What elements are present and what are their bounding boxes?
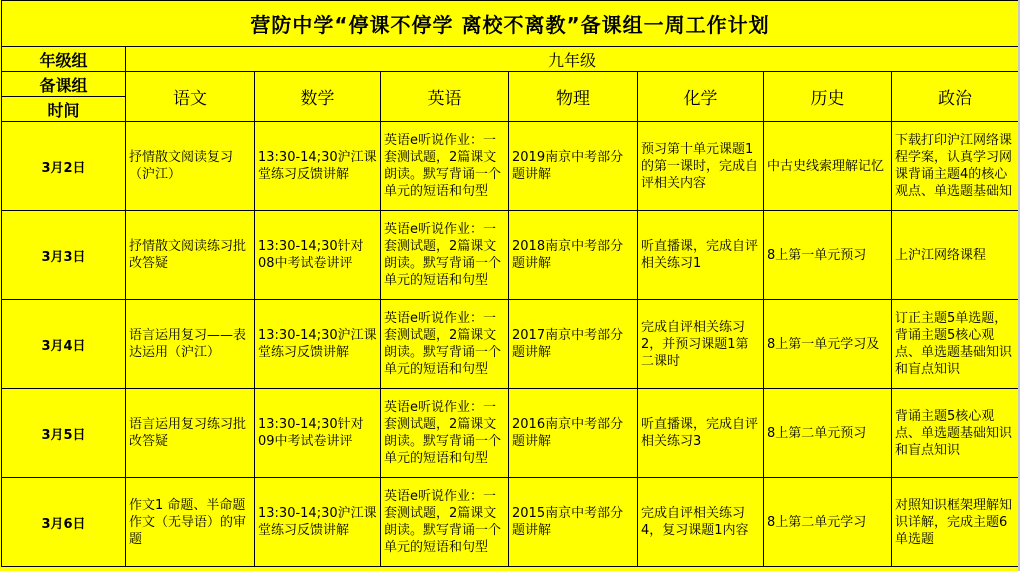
- table-row: [2, 478, 1019, 567]
- subject-header-math[interactable]: 数学: [255, 72, 381, 122]
- table-cell[interactable]: 上沪江网络课程: [892, 211, 1019, 300]
- table-cell[interactable]: 8上第二单元预习: [764, 389, 892, 478]
- table-row: [2, 211, 1019, 300]
- date-cell[interactable]: 3月5日: [2, 389, 126, 478]
- grade-cell[interactable]: 九年级: [126, 47, 1019, 72]
- table-cell[interactable]: 语言运用复习练习批改答疑: [126, 389, 255, 478]
- date-cell[interactable]: 3月6日: [2, 478, 126, 567]
- table-cell[interactable]: 13:30-14;30沪江课堂练习反馈讲解: [255, 300, 381, 389]
- subject-header-physics[interactable]: 物理: [509, 72, 638, 122]
- table-cell[interactable]: 13:30-14;30针对09中考试卷讲评: [255, 389, 381, 478]
- table-cell[interactable]: 英语e听说作业：一套测试题，2篇课文朗读。默写背诵一个单元的短语和句型: [381, 478, 509, 567]
- table-cell[interactable]: 2016南京中考部分题讲解: [509, 389, 638, 478]
- table-row: [2, 389, 1019, 478]
- table-cell[interactable]: 8上第一单元学习及: [764, 300, 892, 389]
- sheet-title[interactable]: 营防中学“停课不停学 离校不离教”备课组一周工作计划: [2, 1, 1019, 47]
- table-cell[interactable]: 13:30-14;30沪江课堂练习反馈讲解: [255, 122, 381, 211]
- table-cell[interactable]: 完成自评相关练习2，并预习课题1第二课时: [638, 300, 764, 389]
- date-cell[interactable]: 3月2日: [2, 122, 126, 211]
- subject-header-politics[interactable]: 政治: [892, 72, 1019, 122]
- subject-header-chinese[interactable]: 语文: [126, 72, 255, 122]
- table-cell[interactable]: 2015南京中考部分题讲解: [509, 478, 638, 567]
- table-cell[interactable]: 订正主题5单选题，背诵主题5核心观点、单选题基础知识和盲点知识: [892, 300, 1019, 389]
- plan-table: [1, 0, 1019, 567]
- subject-header-chemistry[interactable]: 化学: [638, 72, 764, 122]
- date-cell[interactable]: 3月4日: [2, 300, 126, 389]
- table-cell[interactable]: 对照知识框架理解知识详解，完成主题6单选题: [892, 478, 1019, 567]
- table-cell[interactable]: 完成自评相关练习4，复习课题1内容: [638, 478, 764, 567]
- table-cell[interactable]: 英语e听说作业：一套测试题，2篇课文朗读。默写背诵一个单元的短语和句型: [381, 389, 509, 478]
- table-cell[interactable]: 语言运用复习——表达运用（沪江）: [126, 300, 255, 389]
- table-cell[interactable]: 2017南京中考部分题讲解: [509, 300, 638, 389]
- table-cell[interactable]: 8上第二单元学习: [764, 478, 892, 567]
- table-row: [2, 300, 1019, 389]
- grade-group-label[interactable]: 年级组: [2, 47, 126, 72]
- table-row: [2, 122, 1019, 211]
- table-cell[interactable]: 13:30-14;30针对08中考试卷讲评: [255, 211, 381, 300]
- table-cell[interactable]: 英语e听说作业：一套测试题，2篇课文朗读。默写背诵一个单元的短语和句型: [381, 211, 509, 300]
- table-cell[interactable]: 英语e听说作业：一套测试题，2篇课文朗读。默写背诵一个单元的短语和句型: [381, 122, 509, 211]
- table-cell[interactable]: 背诵主题5核心观点、单选题基础知识和盲点知识: [892, 389, 1019, 478]
- table-cell[interactable]: 8上第一单元预习: [764, 211, 892, 300]
- table-cell[interactable]: 听直播课，完成自评相关练习1: [638, 211, 764, 300]
- subject-header-history[interactable]: 历史: [764, 72, 892, 122]
- table-cell[interactable]: 抒情散文阅读复习（沪江）: [126, 122, 255, 211]
- subject-header-english[interactable]: 英语: [381, 72, 509, 122]
- table-cell[interactable]: 抒情散文阅读练习批改答疑: [126, 211, 255, 300]
- table-cell[interactable]: 英语e听说作业：一套测试题，2篇课文朗读。默写背诵一个单元的短语和句型: [381, 300, 509, 389]
- time-label[interactable]: 时间: [2, 97, 126, 122]
- table-cell[interactable]: 13:30-14;30沪江课堂练习反馈讲解: [255, 478, 381, 567]
- table-cell[interactable]: 听直播课，完成自评相关练习3: [638, 389, 764, 478]
- table-cell[interactable]: 中古史线索理解记忆: [764, 122, 892, 211]
- table-cell[interactable]: 作文1 命题、半命题作文（无导语）的审题: [126, 478, 255, 567]
- table-cell[interactable]: 预习第十单元课题1的第一课时，完成自评相关内容: [638, 122, 764, 211]
- date-cell[interactable]: 3月3日: [2, 211, 126, 300]
- table-cell[interactable]: 2019南京中考部分题讲解: [509, 122, 638, 211]
- prep-group-label[interactable]: 备课组: [2, 72, 126, 97]
- table-cell[interactable]: 2018南京中考部分题讲解: [509, 211, 638, 300]
- table-cell[interactable]: 下载打印沪江网络课程学案，认真学习网课背诵主题4的核心观点、单选题基础知: [892, 122, 1019, 211]
